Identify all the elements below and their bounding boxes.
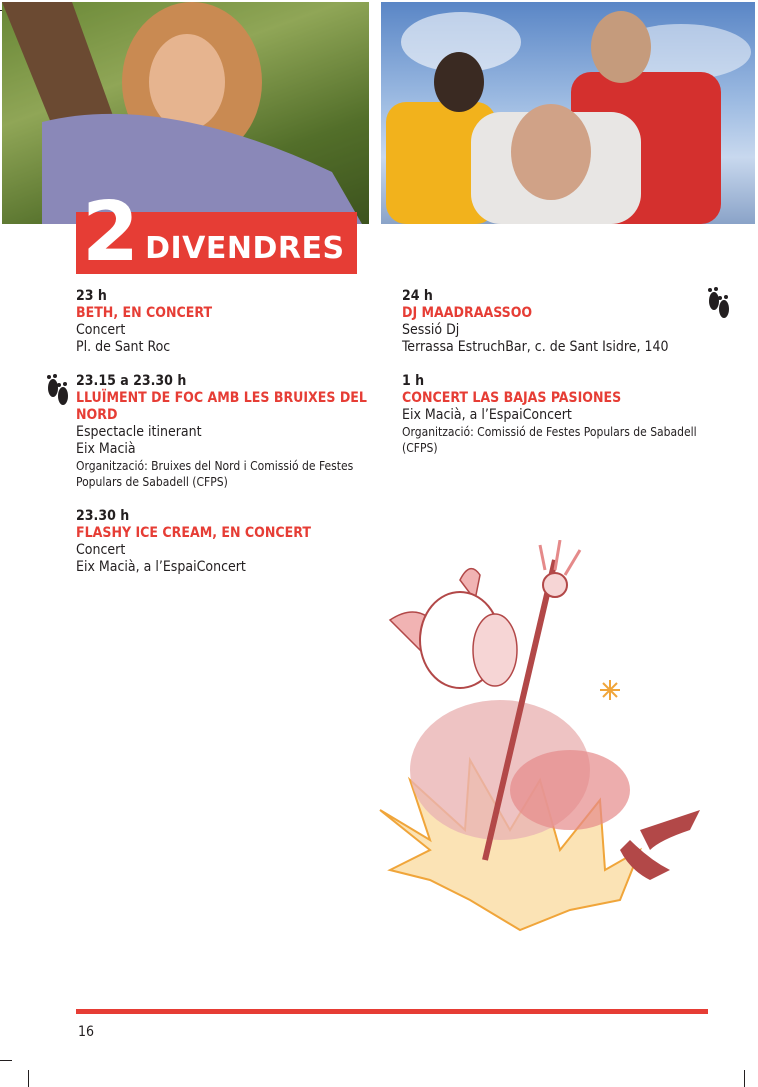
event-place: Eix Macià, a l’EspaiConcert — [76, 559, 246, 575]
day-number: 2 — [82, 185, 136, 280]
crop-mark — [0, 1060, 12, 1061]
event-item — [76, 288, 376, 356]
event-type: Espectacle itinerant — [76, 424, 202, 440]
event-time: 24 h — [402, 288, 433, 304]
footer-rule — [76, 1009, 708, 1014]
event-title: CONCERT LAS BAJAS PASIONES — [402, 390, 622, 406]
event-time: 1 h — [402, 373, 425, 389]
event-place: Eix Macià — [76, 441, 136, 457]
day-banner — [76, 185, 357, 280]
event-place: Pl. de Sant Roc — [76, 339, 171, 355]
crop-mark — [28, 1070, 29, 1087]
footprint-icon — [44, 374, 70, 408]
event-place: Terrassa EstruchBar, c. de Sant Isidre, 140 — [402, 339, 669, 355]
event-type: Concert — [76, 542, 126, 558]
event-item — [402, 373, 702, 456]
event-title: FLASHY ICE CREAM, EN CONCERT — [76, 525, 311, 541]
event-organizer: Organització: Bruixes del Nord i Comissió de Festes Populars de Sabadell (CFPS) — [76, 459, 354, 489]
event-time: 23.30 h — [76, 508, 130, 524]
event-type: Concert — [76, 322, 126, 338]
event-item — [76, 508, 376, 576]
event-time: 23 h — [76, 288, 107, 304]
photo-beth-illustration — [2, 2, 369, 224]
devil-illustration — [370, 540, 710, 940]
event-title: DJ MAADRAASSOO — [402, 305, 533, 321]
photo-band-illustration — [381, 2, 755, 224]
event-organizer: Organització: Comissió de Festes Populars de Sabadell (CFPS) — [402, 425, 697, 455]
page-number: 16 — [78, 1024, 95, 1040]
event-item — [402, 288, 702, 356]
photo-beth — [2, 2, 369, 224]
day-name: DIVENDRES — [145, 230, 345, 266]
event-title: BETH, EN CONCERT — [76, 305, 213, 321]
event-title: LLUÏMENT DE FOC AMB LES BRUIXES DEL NORD — [76, 390, 367, 423]
footprint-icon — [705, 287, 731, 321]
photo-flashy-ice-cream — [381, 2, 755, 224]
event-place: Eix Macià, a l’EspaiConcert — [402, 407, 572, 423]
event-type: Sessió Dj — [402, 322, 460, 338]
crop-mark — [744, 1070, 745, 1087]
event-time: 23.15 a 23.30 h — [76, 373, 187, 389]
event-item — [76, 373, 376, 490]
